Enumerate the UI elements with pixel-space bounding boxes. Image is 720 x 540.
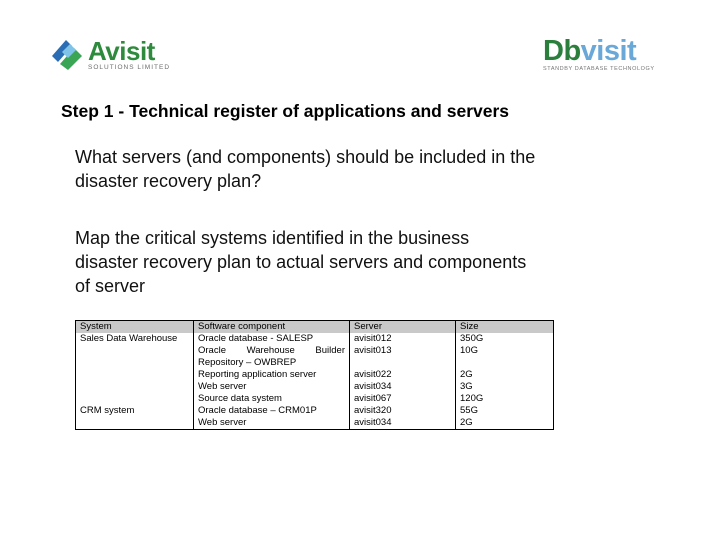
cell-size: 2G	[456, 369, 554, 381]
table-row	[76, 417, 554, 430]
table-row	[76, 381, 554, 393]
cell-system	[76, 345, 194, 369]
dbvisit-logo-part1: Db	[543, 35, 581, 67]
cell-server: avisit013	[350, 345, 456, 369]
cell-system	[76, 381, 194, 393]
cell-system: CRM system	[76, 405, 194, 417]
question-paragraph: What servers (and components) should be included in the disaster recovery plan?	[75, 147, 536, 191]
cell-component: Reporting application server	[194, 369, 350, 381]
cell-server: avisit034	[350, 417, 456, 430]
header-system: System	[76, 321, 194, 334]
component-word: Oracle	[198, 345, 226, 356]
cell-server: avisit067	[350, 393, 456, 405]
dbvisit-logo-part2: visit	[580, 35, 637, 67]
component-continuation: Repository – OWBREP	[198, 357, 297, 368]
cell-component	[194, 345, 350, 369]
dbvisit-logo	[543, 36, 663, 76]
cell-component: Web server	[194, 381, 350, 393]
dbvisit-logo-name	[543, 36, 636, 66]
avisit-logo	[48, 34, 171, 76]
component-justified-line	[198, 345, 345, 357]
cell-server: avisit034	[350, 381, 456, 393]
cell-server: avisit012	[350, 333, 456, 345]
mapping-paragraph: Map the critical systems identified in the business disaster recovery plan to actual servers and components of server	[75, 228, 527, 296]
avisit-logo-tagline: SOLUTIONS LIMITED	[88, 64, 171, 71]
cell-system	[76, 417, 194, 430]
cell-component: Source data system	[194, 393, 350, 405]
avisit-emblem-icon	[48, 34, 88, 74]
slide-title: Step 1 - Technical register of applications and servers	[61, 101, 510, 121]
cell-component: Oracle database – CRM01P	[194, 405, 350, 417]
cell-component: Web server	[194, 417, 350, 430]
table-row	[76, 333, 554, 345]
header-component: Software component	[194, 321, 350, 334]
cell-size: 120G	[456, 393, 554, 405]
table-header-row	[76, 321, 554, 334]
header-server: Server	[350, 321, 456, 334]
component-word: Warehouse	[246, 345, 295, 356]
cell-size: 10G	[456, 345, 554, 369]
cell-system	[76, 393, 194, 405]
server-register-table	[75, 320, 554, 430]
cell-size: 350G	[456, 333, 554, 345]
cell-system: Sales Data Warehouse	[76, 333, 194, 345]
table-row	[76, 393, 554, 405]
cell-size: 55G	[456, 405, 554, 417]
avisit-logo-name: Avisit	[88, 36, 155, 66]
component-word: Builder	[315, 345, 345, 356]
cell-size: 3G	[456, 381, 554, 393]
table-row	[76, 369, 554, 381]
cell-system	[76, 369, 194, 381]
dbvisit-logo-tagline: STANDBY DATABASE TECHNOLOGY	[543, 66, 655, 72]
table-row	[76, 405, 554, 417]
cell-server: avisit320	[350, 405, 456, 417]
cell-server: avisit022	[350, 369, 456, 381]
cell-component: Oracle database - SALESP	[194, 333, 350, 345]
header-size: Size	[456, 321, 554, 334]
table-row	[76, 345, 554, 369]
cell-size: 2G	[456, 417, 554, 430]
